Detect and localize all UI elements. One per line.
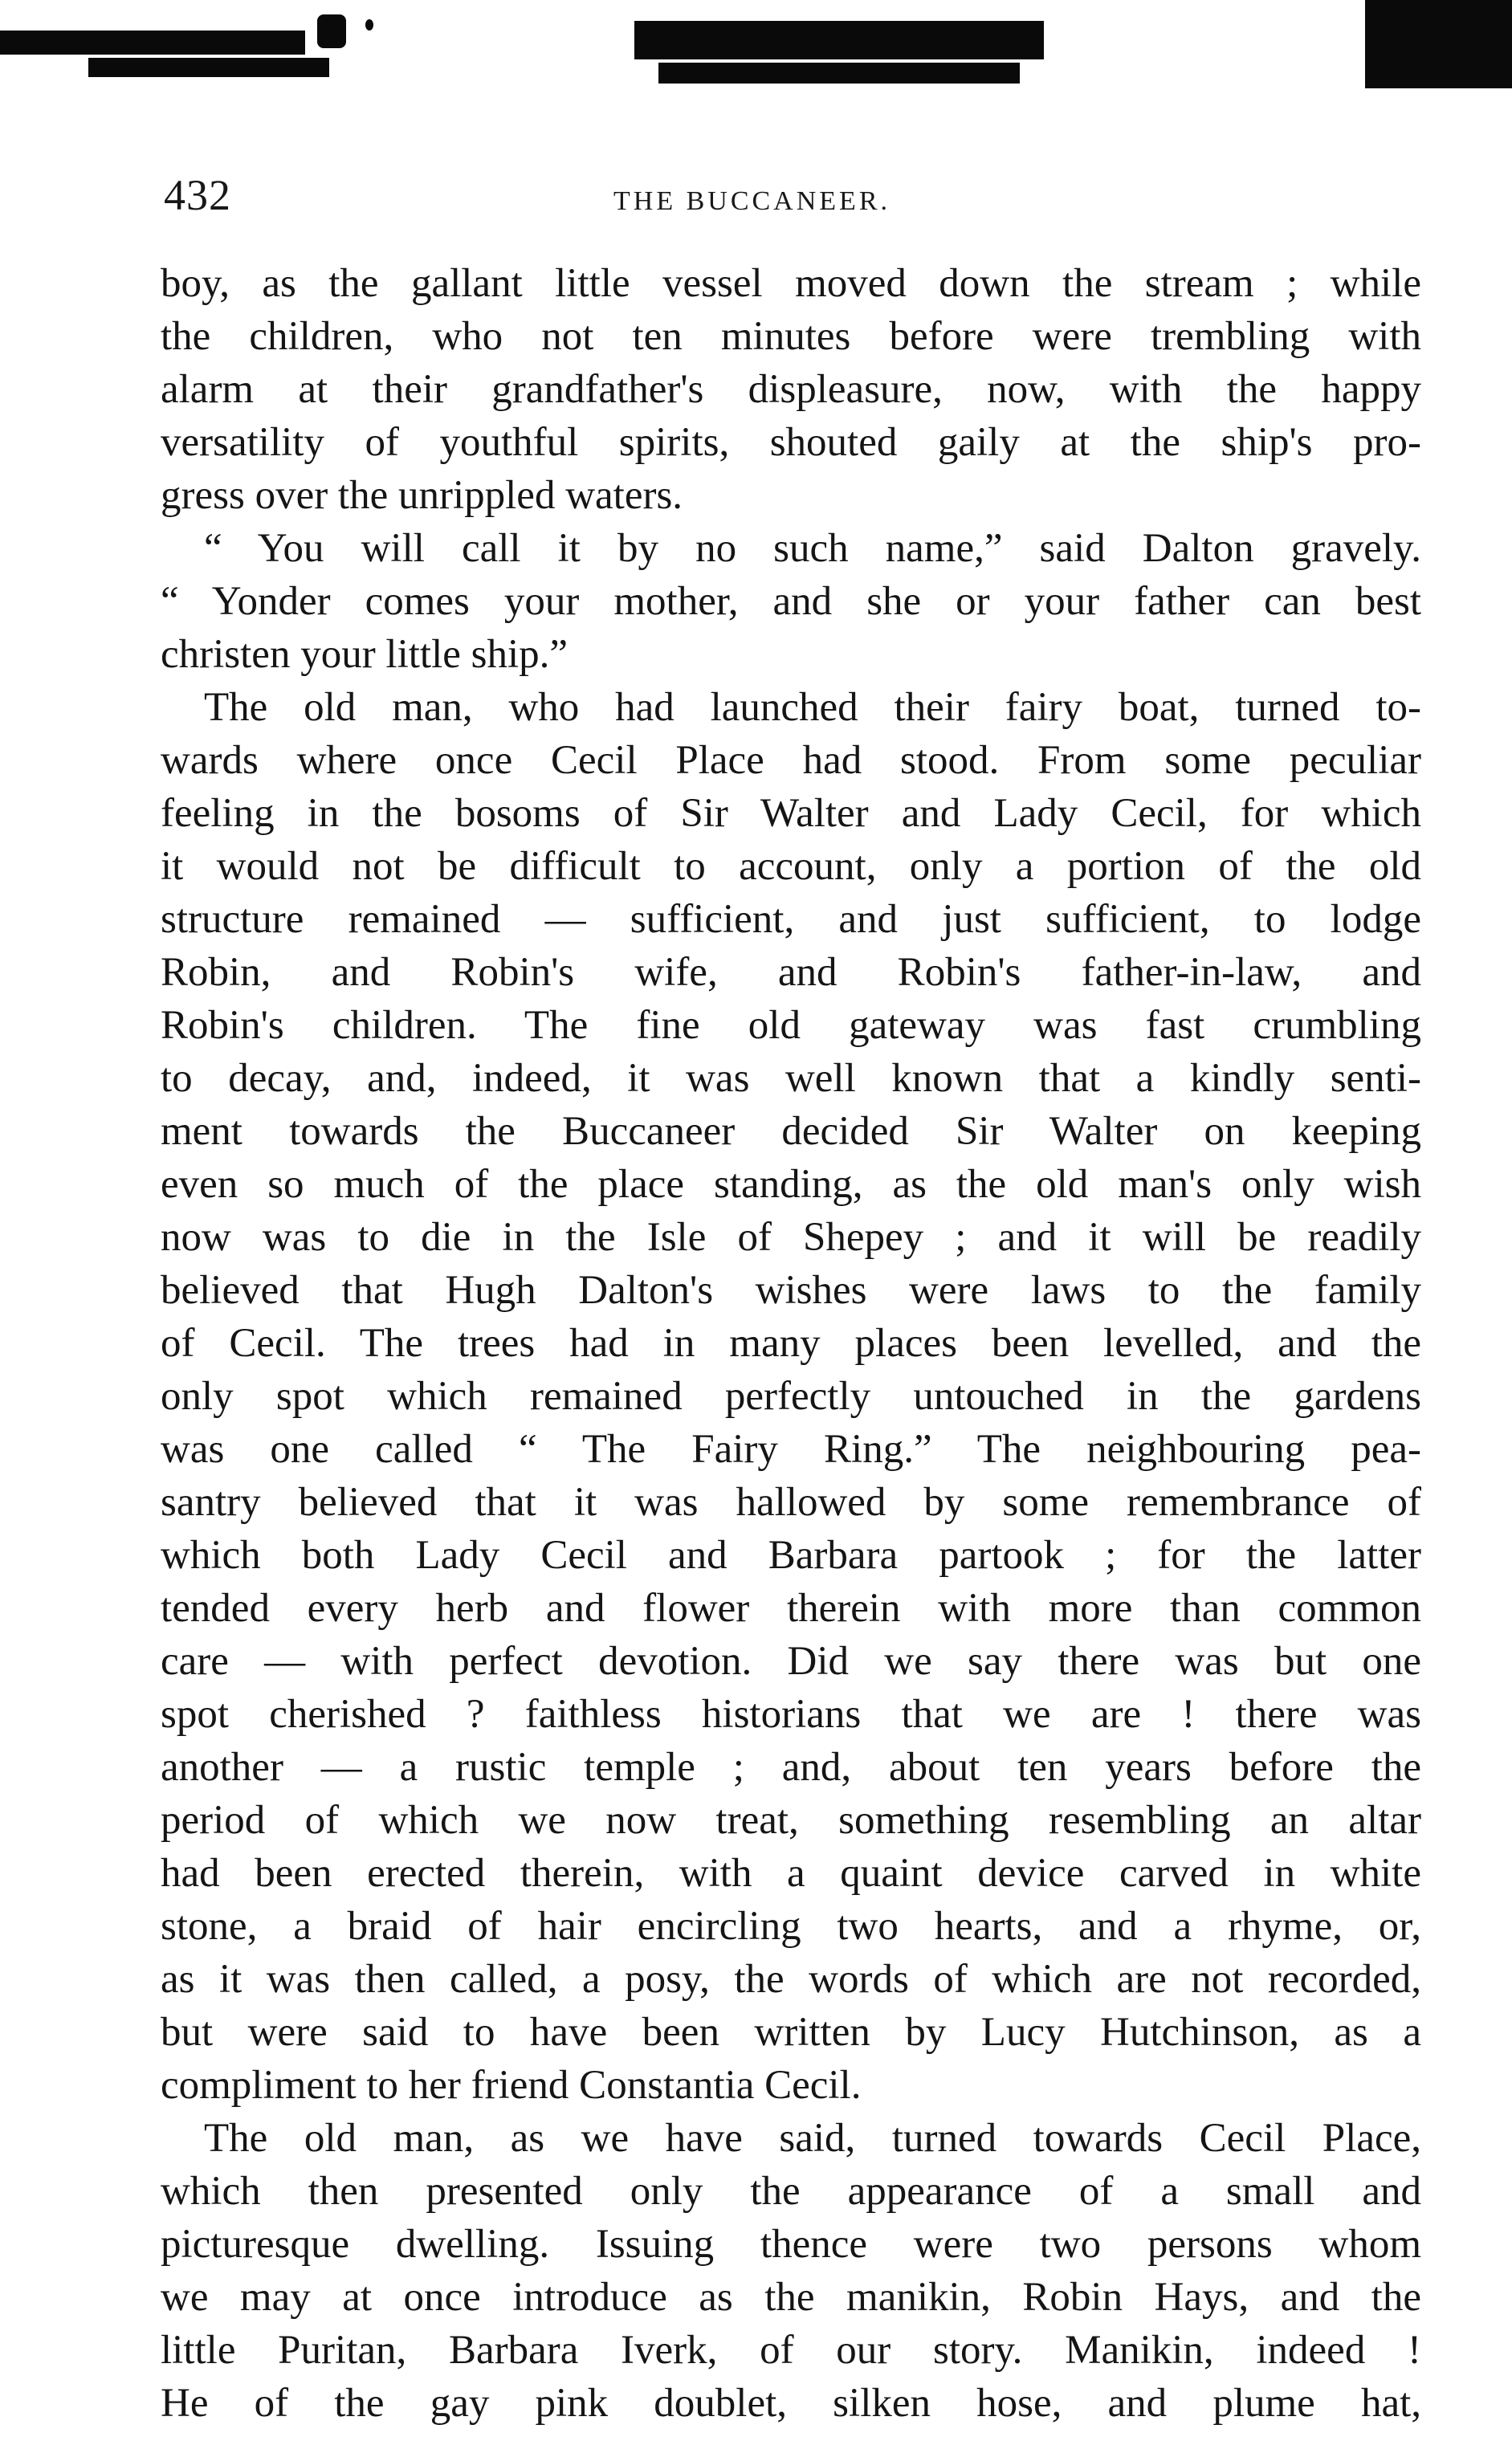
text-line: the children, who not ten minutes before were trembling with <box>161 314 1421 359</box>
text-line: feeling in the bosoms of Sir Walter and Lady Cecil, for which <box>161 791 1421 836</box>
text-line: stone, a braid of hair encircling two hearts, and a rhyme, or, <box>161 1904 1421 1949</box>
text-line: “ Yonder comes your mother, and she or your father can best <box>161 579 1421 624</box>
text-line: Robin's children. The fine old gateway was fast crumbling <box>161 1003 1421 1048</box>
text-line: He of the gay pink doublet, silken hose, and plume hat, <box>161 2381 1421 2426</box>
page-header <box>164 170 1416 234</box>
text-line: had been erected therein, with a quaint device carved in white <box>161 1851 1421 1896</box>
text-line: ment towards the Buccaneer decided Sir Walter on keeping <box>161 1109 1421 1154</box>
text-line: as it was then called, a posy, the words of which are not recorded, <box>161 1957 1421 2002</box>
text-line: little Puritan, Barbara Iverk, of our story. Manikin, indeed ! <box>161 2328 1421 2373</box>
ink-blot-left-lower <box>88 58 329 77</box>
text-line: spot cherished ? faithless historians that we are ! there was <box>161 1692 1421 1737</box>
text-line: The old man, who had launched their fairy boat, turned to- <box>204 685 1421 730</box>
text-line: was one called “ The Fairy Ring.” The neighbouring pea- <box>161 1427 1421 1472</box>
text-line: versatility of youthful spirits, shouted gaily at the ship's pro- <box>161 420 1421 465</box>
text-line: The old man, as we have said, turned towards Cecil Place, <box>204 2116 1421 2161</box>
text-line: even so much of the place standing, as the old man's only wish <box>161 1162 1421 1207</box>
running-title: THE BUCCANEER. <box>613 186 890 216</box>
ink-blot-left <box>0 31 305 55</box>
text-line: another — a rustic temple ; and, about ten years before the <box>161 1745 1421 1790</box>
text-line: we may at once introduce as the manikin, Robin Hays, and the <box>161 2275 1421 2320</box>
text-line: now was to die in the Isle of Shepey ; and it will be readily <box>161 1215 1421 1260</box>
text-line: “ You will call it by no such name,” said Dalton gravely. <box>204 526 1421 571</box>
text-line: structure remained — sufficient, and just sufficient, to lodge <box>161 897 1421 942</box>
text-line: period of which we now treat, something resembling an altar <box>161 1798 1421 1843</box>
text-line: only spot which remained perfectly untouched in the gardens <box>161 1374 1421 1419</box>
text-line: tended every herb and flower therein with more than common <box>161 1586 1421 1631</box>
body-text <box>161 257 1421 2433</box>
text-line: but were said to have been written by Lucy Hutchinson, as a <box>161 2010 1421 2055</box>
text-line: Robin, and Robin's wife, and Robin's father-in-law, and <box>161 950 1421 995</box>
text-line: alarm at their grandfather's displeasure, now, with the happy <box>161 367 1421 412</box>
text-line: to decay, and, indeed, it was well known that a kindly senti- <box>161 1056 1421 1101</box>
page-number: 432 <box>164 171 231 219</box>
text-line: picturesque dwelling. Issuing thence were two persons whom <box>161 2222 1421 2267</box>
text-line: wards where once Cecil Place had stood. From some peculiar <box>161 738 1421 783</box>
text-line: which then presented only the appearance of a small and <box>161 2169 1421 2214</box>
text-line: compliment to her friend Constantia Cecil. <box>161 2063 862 2108</box>
text-line: boy, as the gallant little vessel moved down the stream ; while <box>161 261 1421 306</box>
text-line: christen your little ship.” <box>161 632 569 677</box>
top-edge-scan-marks <box>0 0 1512 112</box>
ink-blot-right <box>1365 0 1512 88</box>
text-line: which both Lady Cecil and Barbara partook ; for the latter <box>161 1533 1421 1578</box>
text-line: believed that Hugh Dalton's wishes were laws to the family <box>161 1268 1421 1313</box>
text-line: of Cecil. The trees had in many places been levelled, and the <box>161 1321 1421 1366</box>
text-line: it would not be difficult to account, only a portion of the old <box>161 844 1421 889</box>
text-line: santry believed that it was hallowed by some remembrance of <box>161 1480 1421 1525</box>
ink-dot <box>365 19 373 31</box>
text-line: care — with perfect devotion. Did we say there was but one <box>161 1639 1421 1684</box>
ink-blot-center <box>634 21 1044 59</box>
ink-blot-center-lower <box>658 63 1020 84</box>
ink-blot-left-tip <box>317 14 346 48</box>
text-line: gress over the unrippled waters. <box>161 473 683 518</box>
